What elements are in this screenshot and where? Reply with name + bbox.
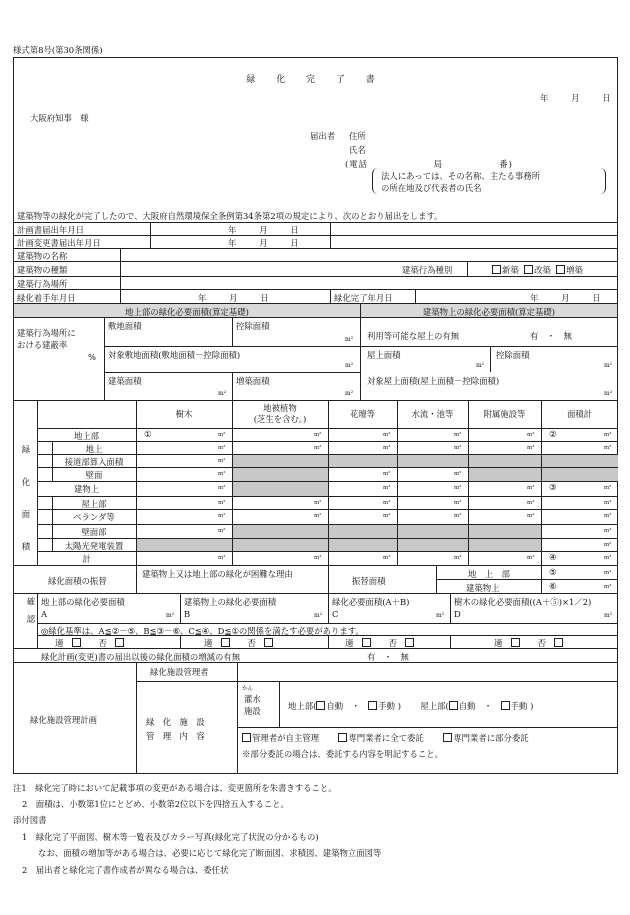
ng-label: 否 xyxy=(537,638,546,648)
unit: m² xyxy=(604,485,612,491)
unit: m² xyxy=(218,471,226,477)
gray-cell xyxy=(233,525,328,538)
note-2: 2 面積は、小数第1位にとどめ、小数第2位以下を四捨五入すること。 xyxy=(22,799,289,809)
row-label: 接道部算入面積 xyxy=(64,457,124,467)
gray-cell xyxy=(329,455,397,467)
ng-checkbox[interactable] xyxy=(264,638,273,647)
criteria-text: ◎緑化基準は、A≦②－⑤、B≦③－⑥、C≦④、D≦①の関係を満たす必要があります。 xyxy=(41,626,364,636)
building-type-label: 建築物の種類 xyxy=(17,265,68,275)
unit: m² xyxy=(314,612,323,619)
gray-cell xyxy=(233,468,328,481)
unit: m² xyxy=(218,555,226,561)
auto-label: 自動 xyxy=(458,701,476,711)
partial-note: ※部分委託の場合は、委託する内容を明記すること。 xyxy=(242,749,443,759)
tree-req-d[interactable]: D xyxy=(454,609,461,619)
ng-checkbox[interactable] xyxy=(554,638,563,647)
unit: m² xyxy=(383,555,391,561)
attach-1: 1 緑化完了平面図、樹木等一覧表及びカラー写真(緑化完了状況の分かるもの) xyxy=(22,832,319,842)
unit: m² xyxy=(604,500,612,506)
unit: m² xyxy=(476,362,485,369)
unit: m² xyxy=(314,432,322,438)
gray-cell xyxy=(137,539,541,551)
row-label: 地上部 xyxy=(73,431,100,441)
unit: m² xyxy=(383,513,391,519)
unit: m² xyxy=(604,570,612,576)
address-label[interactable]: 住所 xyxy=(349,131,366,141)
gray-cell xyxy=(542,455,618,467)
target-site-label: 対象敷地面積(敷地面積－控除面積) xyxy=(108,350,241,360)
new-build-checkbox[interactable] xyxy=(492,265,501,274)
transfer-label: 緑化面積の振替 xyxy=(48,576,107,586)
col-header: 樹木 xyxy=(175,409,193,419)
unit: m² xyxy=(345,336,354,343)
roof-auto-checkbox[interactable] xyxy=(449,701,458,710)
self-mgmt-label: 管理者が自主管理 xyxy=(252,733,319,743)
finish-date-label: 緑化完了年月日 xyxy=(334,293,393,303)
ground-auto-checkbox[interactable] xyxy=(316,701,325,710)
unit: m² xyxy=(604,528,612,534)
ok-label: 適 xyxy=(345,638,354,648)
row-label: 計 xyxy=(82,554,91,564)
transfer-area-label: 振替面積 xyxy=(352,576,386,586)
circled-mark: ② xyxy=(549,429,557,439)
unit: m² xyxy=(314,500,322,506)
self-mgmt-checkbox[interactable] xyxy=(242,733,251,742)
unit: m² xyxy=(383,471,391,477)
start-date-label: 緑化着手年月日 xyxy=(17,293,76,303)
ng-label: 否 xyxy=(247,638,256,648)
corp-note-bracket xyxy=(372,168,606,194)
change-label: 緑化計画(変更)書の届出以後の緑化面積の増減の有無 xyxy=(41,652,241,662)
submission-date[interactable]: 年 月 日 xyxy=(540,93,613,103)
unit: m² xyxy=(527,555,535,561)
target-roof-label: 対象屋上面積(屋上面積－控除面積) xyxy=(367,376,500,386)
ng-checkbox[interactable] xyxy=(405,638,414,647)
unit: m² xyxy=(218,528,226,534)
ground-req-a[interactable]: A xyxy=(41,609,48,619)
unit: m² xyxy=(604,612,613,619)
manual-label: 手動 xyxy=(378,701,396,711)
plan-change-date-label: 計画変更書届出年月日 xyxy=(17,238,101,248)
gray-cell xyxy=(542,468,618,481)
col-header: 附属施設等 xyxy=(483,409,526,419)
circled-mark: ⑤ xyxy=(549,567,557,577)
unit: m² xyxy=(383,445,391,451)
plan-change-date-value[interactable]: 年 月 日 xyxy=(228,238,301,248)
circled-mark: ① xyxy=(144,429,152,439)
suitability-choice[interactable] xyxy=(204,637,274,649)
unit: m² xyxy=(454,485,462,491)
building-name-label: 建築物の名称 xyxy=(17,251,68,261)
unit: m² xyxy=(218,458,226,464)
circled-mark: ⑥ xyxy=(549,581,557,591)
rebuild-checkbox[interactable] xyxy=(524,265,533,274)
unit: m² xyxy=(527,485,535,491)
unit: m² xyxy=(604,513,612,519)
page-title: 緑 化 完 了 書 xyxy=(246,75,384,85)
transfer-building: 建築物上 xyxy=(466,583,500,593)
circled-mark: ④ xyxy=(549,552,557,562)
gray-cell xyxy=(469,468,541,481)
unit: m² xyxy=(218,500,226,506)
row-label: ベランダ等 xyxy=(73,512,115,522)
irrigation-options[interactable]: 地上部( 自動 ・ 手動 ) 屋上部( 自動 ・ 手動 ) xyxy=(288,701,534,711)
transfer-reason: 建築物上又は地上部の緑化が困難な理由 xyxy=(142,569,293,579)
change-choice[interactable]: 有 ・ 無 xyxy=(367,652,409,662)
ok-checkbox[interactable] xyxy=(72,638,81,647)
unit: m² xyxy=(218,445,226,451)
unit: m² xyxy=(527,500,535,506)
unit: m² xyxy=(218,390,227,397)
ok-label: 適 xyxy=(494,638,503,648)
row-label: 建物上 xyxy=(73,484,100,494)
ok-label: 適 xyxy=(55,638,64,648)
col-header: 水流・池等 xyxy=(411,409,454,419)
ground-irrigation-label: 地上部( xyxy=(288,701,317,711)
unit: m² xyxy=(527,445,535,451)
attach-2: 2 届出者と緑化完了書作成者が異なる場合は、委任状 xyxy=(22,865,229,875)
ng-checkbox[interactable] xyxy=(115,638,124,647)
partial-outsource-label: 専門業者に部分委託 xyxy=(453,733,529,743)
green-area-side-label: 緑化面積 xyxy=(21,445,31,575)
circled-mark: ③ xyxy=(549,482,557,492)
gray-cell xyxy=(469,455,541,467)
mgmt-content-1: 緑 化 施 設 xyxy=(146,717,205,727)
attach-heading: 添付図書 xyxy=(13,815,47,825)
extension-checkbox[interactable] xyxy=(556,265,565,274)
gray-cell xyxy=(233,482,328,496)
gray-cell xyxy=(329,525,397,538)
name-label[interactable]: 氏名 xyxy=(349,145,366,155)
start-date-value[interactable]: 年 月 日 xyxy=(198,293,271,303)
unit: m² xyxy=(527,432,535,438)
action-type-options[interactable] xyxy=(492,264,583,276)
manual-label: 手動 xyxy=(510,701,528,711)
attach-1b: なお、面積の増加等がある場合は、必要に応じて緑化完了断面図、求積図、建築物立面図等 xyxy=(38,848,382,858)
unit: m² xyxy=(454,471,462,477)
ground-standard-header: 地上部の緑化必要面積(算定基礎) xyxy=(125,307,249,317)
plan-date-value[interactable]: 年 月 日 xyxy=(228,225,301,235)
unit: m² xyxy=(436,612,445,619)
suitability-choice[interactable] xyxy=(494,637,564,649)
suitability-choice[interactable] xyxy=(345,637,415,649)
note-1: 注1 緑化完了時において記載事項の変更がある場合は、変更箇所を朱書きすること。 xyxy=(13,783,337,793)
ground-req-label: 地上部の緑化必要面積 xyxy=(41,597,125,607)
unit: m² xyxy=(314,445,322,451)
ground-manual-checkbox[interactable] xyxy=(368,701,377,710)
col-header: 花壇等 xyxy=(349,409,376,419)
corp-note-line-2: の所在地及び代表者の氏名 xyxy=(381,183,482,193)
row-label: 壁面部 xyxy=(81,527,107,537)
addressee: 大阪府知事 様 xyxy=(30,113,89,123)
full-outsource-label: 専門業者に全て委託 xyxy=(348,733,424,743)
mgmt-type-options[interactable] xyxy=(242,732,529,744)
row-label: 地上 xyxy=(85,444,103,454)
unit: m² xyxy=(218,485,226,491)
tree-req-label: 樹木の緑化必要面積((A＋⑤)×1／2) xyxy=(454,597,592,607)
extension-area-label: 増築面積 xyxy=(236,376,270,386)
confirm-label: 確認 xyxy=(26,597,36,632)
ok-checkbox[interactable] xyxy=(511,638,520,647)
unit: m² xyxy=(454,555,462,561)
phone-label[interactable]: (電話 局 番) xyxy=(345,159,513,169)
manager-label: 緑化施設管理者 xyxy=(150,667,209,677)
gray-cell xyxy=(398,525,468,538)
applicant-label: 届出者 xyxy=(310,131,336,141)
gray-cell xyxy=(233,455,328,467)
gray-cell xyxy=(469,525,541,538)
total-req-label: 緑化必要面積(A＋B) xyxy=(332,597,410,607)
rebuild-label: 改築 xyxy=(534,265,551,275)
form-number: 様式第8号(第30条関係) xyxy=(13,45,103,55)
coverage-percent[interactable]: % xyxy=(88,352,96,362)
unit: m² xyxy=(604,584,612,590)
transfer-ground: 地 上 部 xyxy=(468,569,510,579)
usable-roof-label: 利用等可能な屋上の有無 xyxy=(367,331,460,341)
unit: m² xyxy=(218,432,226,438)
row-label: 屋上部 xyxy=(81,499,107,509)
plan-date-label: 計画書届出年月日 xyxy=(17,225,84,235)
total-req-c[interactable]: C xyxy=(332,609,339,619)
unit: m² xyxy=(314,555,322,561)
col-header: 面積計 xyxy=(566,409,593,419)
irrigation-label-1: 灌水 xyxy=(244,694,261,704)
ok-checkbox[interactable] xyxy=(362,638,371,647)
building-req-b[interactable]: B xyxy=(184,609,191,619)
finish-date-value[interactable]: 年 月 日 xyxy=(530,293,603,303)
unit: m² xyxy=(604,445,612,451)
building-standard-header: 建築物上の緑化必要面積(算定基礎) xyxy=(422,307,556,317)
unit: m² xyxy=(604,390,613,397)
unit: m² xyxy=(454,500,462,506)
unit: m² xyxy=(604,555,612,561)
corp-note-line-1: 法人にあっては、その名称、主たる事務所 xyxy=(381,171,541,181)
ng-label: 否 xyxy=(388,638,397,648)
statement-text: 建築物等の緑化が完了したので、大阪府自然環境保全条例第34条第2項の規定により、次のとおり届出をします。 xyxy=(17,211,443,221)
deduct-area-label: 控除面積 xyxy=(236,321,270,331)
auto-label: 自動 xyxy=(326,701,344,711)
roof-irrigation-label: 屋上部( xyxy=(420,701,449,711)
unit: m² xyxy=(345,362,354,369)
suitability-choice[interactable] xyxy=(55,637,125,649)
irrigation-label-2: 施設 xyxy=(244,706,261,716)
site-area-label: 敷地面積 xyxy=(108,321,142,331)
mgmt-content-2: 管 理 内 容 xyxy=(146,731,205,741)
partial-outsource-checkbox[interactable] xyxy=(443,733,452,742)
coverage-label-2: おける建蔽率 xyxy=(17,340,68,350)
unit: m² xyxy=(314,513,322,519)
gray-cell xyxy=(398,455,468,467)
unit: m² xyxy=(166,612,175,619)
unit: m² xyxy=(345,390,354,397)
coverage-label-1: 建築行為場所に xyxy=(17,328,76,338)
unit: m² xyxy=(454,445,462,451)
usable-roof-choice[interactable]: 有 ・ 無 xyxy=(530,331,572,341)
mgmt-plan-label: 緑化施設管理計画 xyxy=(30,715,97,725)
unit: m² xyxy=(383,500,391,506)
roof-area-label: 屋上面積 xyxy=(367,350,401,360)
irrigation-ruby: かん xyxy=(242,686,254,692)
unit: m² xyxy=(454,513,462,519)
new-build-label: 新築 xyxy=(502,265,519,275)
roof-deduct-label: 控除面積 xyxy=(496,350,530,360)
ok-checkbox[interactable] xyxy=(221,638,230,647)
unit: m² xyxy=(383,485,391,491)
row-label: 壁面 xyxy=(85,470,103,480)
ok-label: 適 xyxy=(204,638,213,648)
action-type-label: 建築行為種別 xyxy=(402,265,453,275)
unit: m² xyxy=(527,513,535,519)
col-header: 地被植物 (芝生を含む。) xyxy=(253,403,307,424)
unit: m² xyxy=(604,542,612,548)
row-label: 太陽光発電装置 xyxy=(64,541,124,551)
building-req-label: 建築物上の緑化必要面積 xyxy=(184,597,277,607)
unit: m² xyxy=(383,432,391,438)
ng-label: 否 xyxy=(98,638,107,648)
unit: m² xyxy=(454,432,462,438)
full-outsource-checkbox[interactable] xyxy=(338,733,347,742)
unit: m² xyxy=(604,432,612,438)
unit: m² xyxy=(218,513,226,519)
confirm-side-label xyxy=(20,597,42,640)
building-site-label: 建築行為場所 xyxy=(17,279,68,289)
extension-label: 増築 xyxy=(566,265,583,275)
roof-manual-checkbox[interactable] xyxy=(501,701,510,710)
unit: m² xyxy=(604,362,613,369)
building-area-label: 建築面積 xyxy=(108,376,142,386)
